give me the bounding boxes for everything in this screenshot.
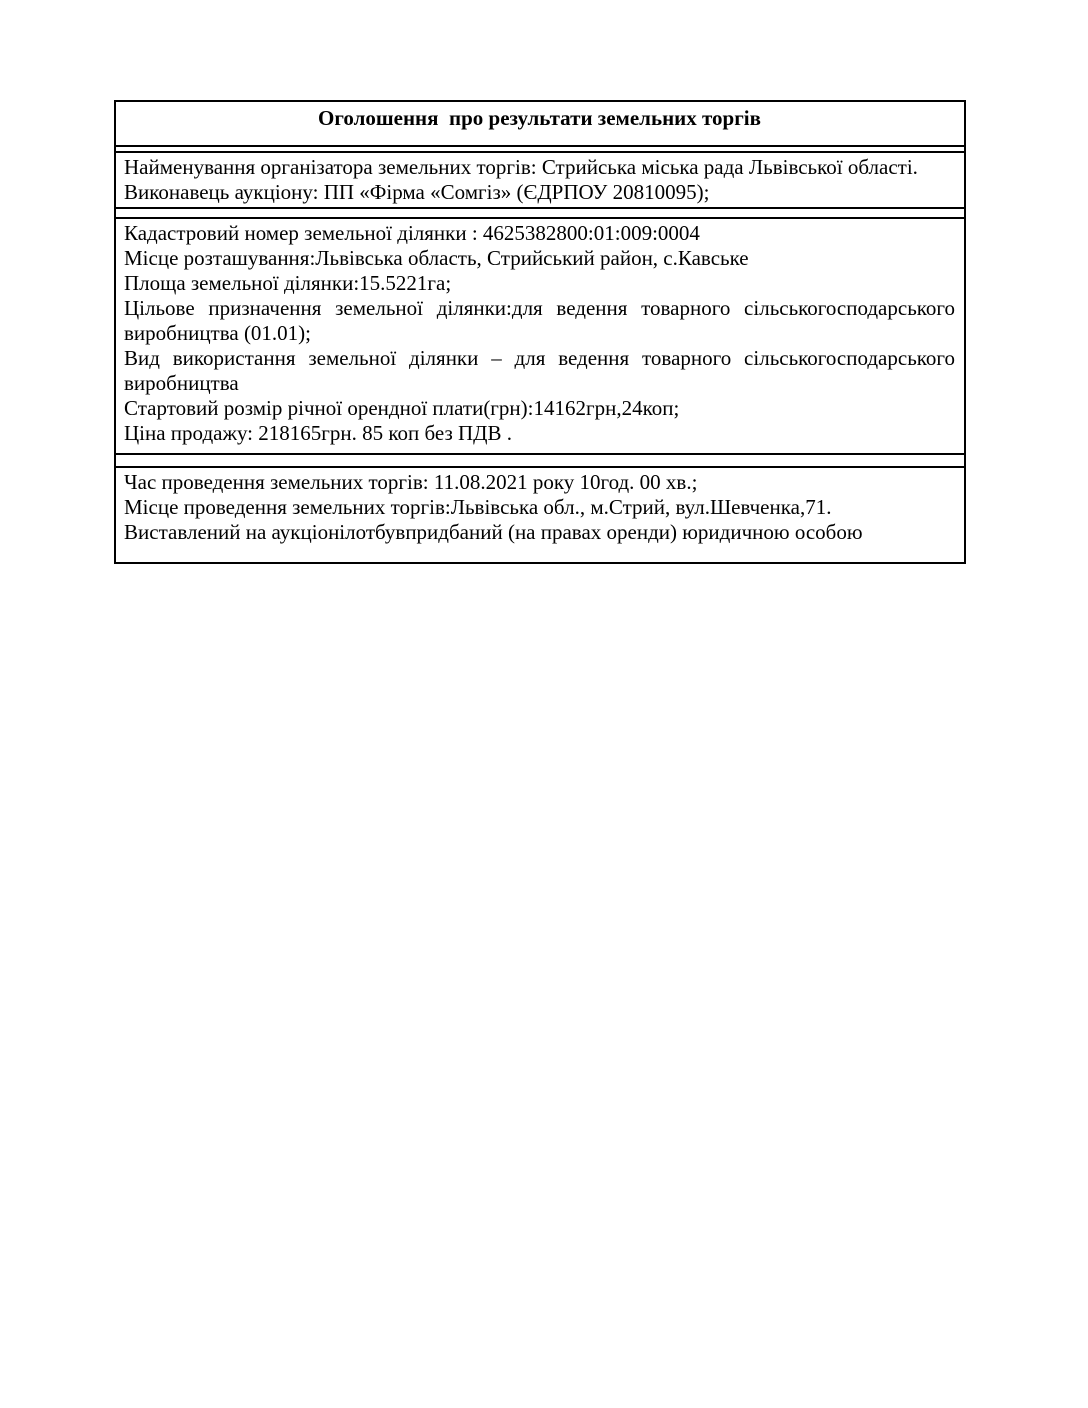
- executor-line: Виконавець аукціону: ПП «Фірма «Сомгіз» (ЄДРПОУ 20810095);: [124, 180, 710, 204]
- auction-row: [116, 466, 964, 562]
- auction-time-line: Час проведення земельних торгів: 11.08.2021 року 10год. 00 хв.;: [124, 470, 698, 494]
- sale-price-line: Ціна продажу: 218165грн. 85 коп без ПДВ .: [124, 421, 513, 445]
- announcement-title: Оголошення про результати земельних торгів: [318, 106, 761, 130]
- area-line: Площа земельної ділянки:15.5221га;: [124, 271, 452, 295]
- location-line: Місце розташування:Львівська область, Стрийський район, с.Кавське: [124, 246, 749, 270]
- purpose-line: Цільове призначення земельної ділянки:для ведення товарного сільськогосподарського виробництва (01.01);: [124, 296, 955, 345]
- cadastral-number-line: Кадастровий номер земельної ділянки : 4625382800:01:009:0004: [124, 221, 700, 245]
- title-row: [116, 102, 964, 147]
- organizer-row: [116, 151, 964, 209]
- starting-rent-line: Стартовий розмір річної орендної плати(грн):14162грн,24коп;: [124, 396, 680, 420]
- auction-place-line: Місце проведення земельних торгів:Львівська обл., м.Стрий, вул.Шевченка,71.: [124, 495, 832, 519]
- use-type-line: Вид використання земельної ділянки – для ведення товарного сільськогосподарського виробництва: [124, 346, 955, 395]
- organizer-line: Найменування організатора земельних торгів: Стрийська міська рада Львівської області.: [124, 155, 918, 179]
- parcel-row: [116, 217, 964, 455]
- announcement-table: [114, 100, 966, 564]
- auction-result-line: Виставлений на аукціонілотбувпридбаний (на правах оренди) юридичною особою: [124, 520, 863, 544]
